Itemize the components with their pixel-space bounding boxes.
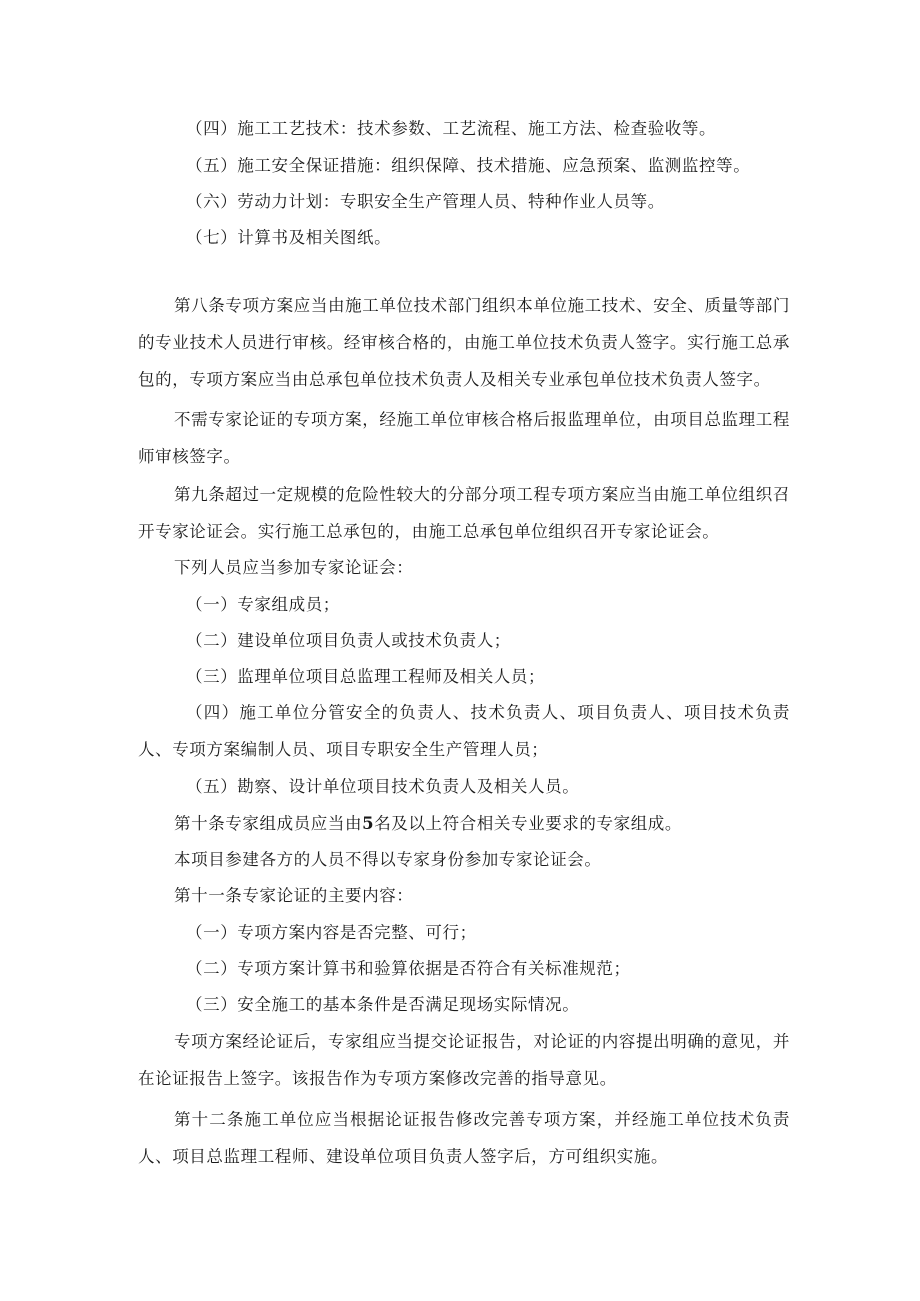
attendee-item-supervisor: （三）监理单位项目总监理工程师及相关人员； xyxy=(186,667,546,686)
attendee-item-owner: （二）建设单位项目负责人或技术负责人； xyxy=(186,631,511,650)
article-9-paragraph: 第九条超过一定规模的危险性较大的分部分项工程专项方案应当由施工单位组织召开专家论证会。实行施工总承包的，由施工总承包单位组织召开专家论证会。 xyxy=(138,485,790,541)
list-item-labor-plan: （六）劳动力计划：专职安全生产管理人员、特种作业人员等。 xyxy=(186,192,665,211)
review-report-paragraph: 专项方案经论证后，专家组应当提交论证报告，对论证的内容提出明确的意见，并在论证报告上签字。该报告作为专项方案修改完善的指导意见。 xyxy=(138,1032,790,1088)
attendee-item-design: （五）勘察、设计单位项目技术负责人及相关人员。 xyxy=(186,777,580,796)
expert-count: 5 xyxy=(362,814,375,833)
attendee-item-contractor: （四）施工单位分管安全的负责人、技术负责人、项目负责人、项目技术负责人、专项方案编制人员、项目专职安全生产管理人员； xyxy=(138,703,790,759)
article-10-text-b: 名及以上符合相关专业要求的专家组成。 xyxy=(374,814,683,833)
article-11-paragraph: 第十一条专家论证的主要内容： xyxy=(174,886,414,905)
article-10-paragraph xyxy=(138,805,790,842)
article-8-paragraph: 第八条专项方案应当由施工单位技术部门组织本单位施工技术、安全、质量等部门的专业技术人员进行审核。经审核合格的，由施工单位技术负责人签字。实行施工总承包的，专项方案应当由总承包单位技术负责人及相关专业承包单位技术负责人签字。 xyxy=(138,296,790,389)
list-item-construction-technology: （四）施工工艺技术：技术参数、工艺流程、施工方法、检查验收等。 xyxy=(186,119,717,138)
review-item-completeness: （一）专项方案内容是否完整、可行； xyxy=(186,923,477,942)
participants-restriction: 本项目参建各方的人员不得以专家身份参加专家论证会。 xyxy=(174,850,602,869)
article-12-paragraph: 第十二条施工单位应当根据论证报告修改完善专项方案，并经施工单位技术负责人、项目总监理工程师、建设单位项目负责人签字后，方可组织实施。 xyxy=(138,1110,790,1166)
attendee-item-experts: （一）专家组成员； xyxy=(186,595,340,614)
list-item-safety-measures: （五）施工安全保证措施：组织保障、技术措施、应急预案、监测监控等。 xyxy=(186,156,751,175)
review-item-conditions: （三）安全施工的基本条件是否满足现场实际情况。 xyxy=(186,995,580,1014)
attendees-intro: 下列人员应当参加专家论证会： xyxy=(174,558,414,577)
review-item-calculations: （二）专项方案计算书和验算依据是否符合有关标准规范； xyxy=(186,959,631,978)
no-expert-review-paragraph: 不需专家论证的专项方案，经施工单位审核合格后报监理单位，由项目总监理工程师审核签字。 xyxy=(138,410,790,466)
list-item-calculations: （七）计算书及相关图纸。 xyxy=(186,228,392,247)
article-10-text-a: 第十条专家组成员应当由 xyxy=(174,814,363,833)
